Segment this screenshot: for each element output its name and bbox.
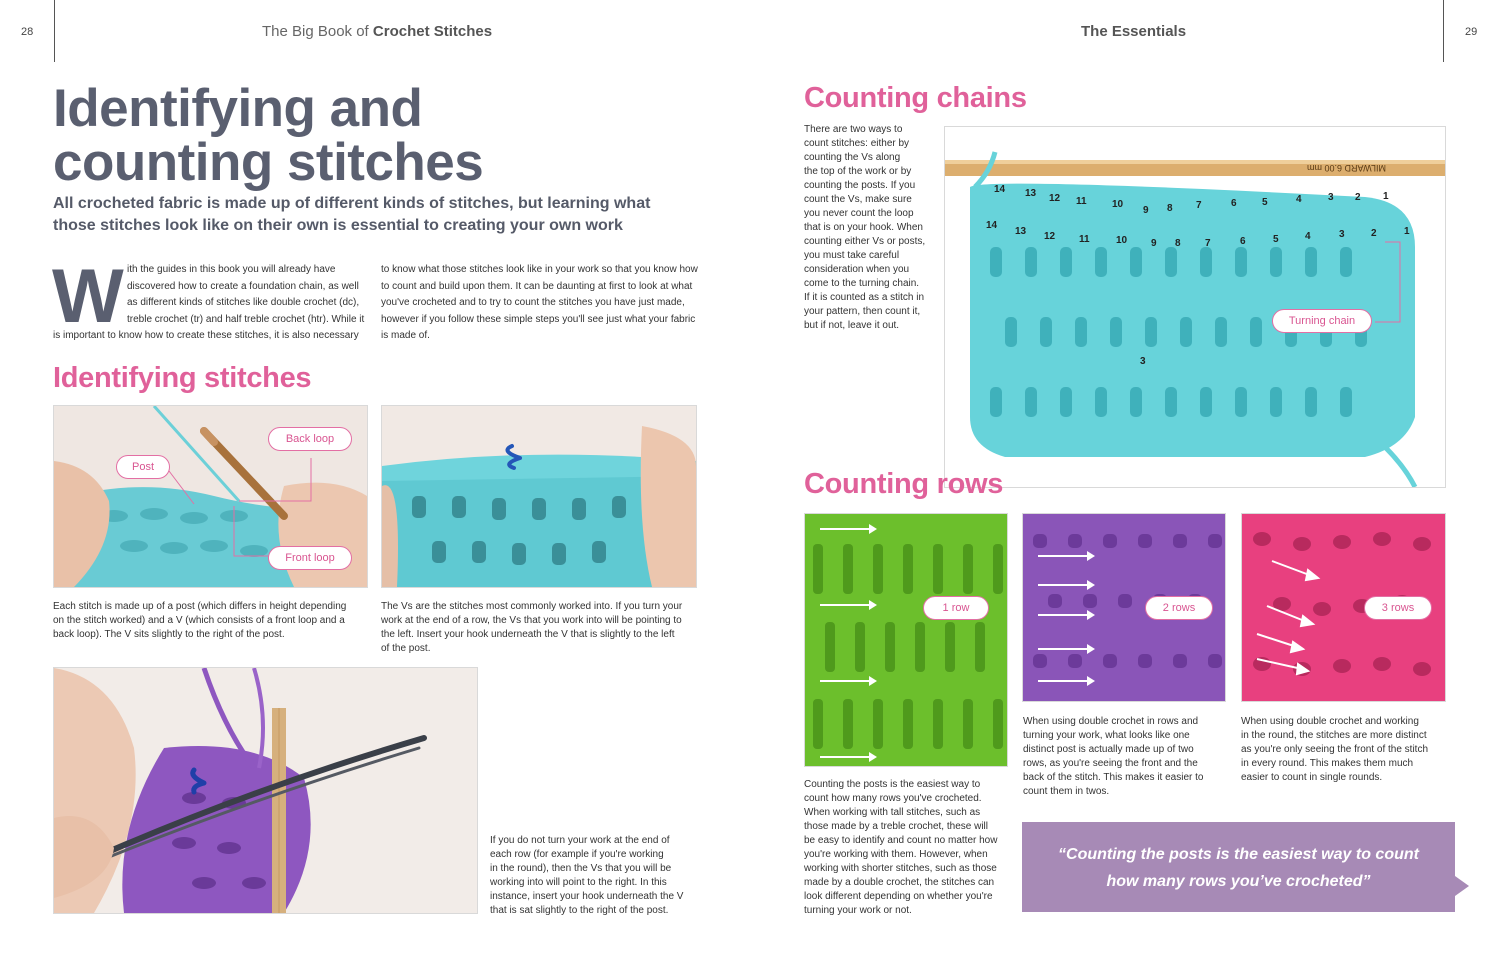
pull-quote-line2: how many rows you’ve crocheted” [1106, 873, 1371, 890]
body-col1-l5: is important to know how to create these stitches, it is also necessary [53, 330, 359, 341]
photo-counting-chains [944, 126, 1446, 488]
rows-caption2-l2: turning your work, what looks like one [1023, 730, 1190, 741]
right-header-rule [1443, 0, 1444, 62]
chain-top-number: 10 [1112, 199, 1124, 210]
rows-caption3-l2: in the round, the stitches are more distinct [1241, 730, 1427, 741]
caption1-l1: Each stitch is made up of a post (which differs in height depending [53, 601, 347, 612]
rows-caption1-l5: be easy to identify and count no matter how [804, 835, 998, 846]
rows-caption3-l1: When using double crochet and working [1241, 716, 1419, 727]
photo-rows-green [804, 513, 1008, 767]
caption2-l2: work at the end of a row, the Vs that you work into will be pointing to [381, 615, 682, 626]
photo-rows-purple [1022, 513, 1226, 702]
chain-top-number: 14 [994, 184, 1006, 195]
body-col2-l3: you've crocheted and to try to count the stitches you have just made, [381, 297, 685, 308]
chain-top-number: 7 [1196, 200, 1202, 211]
pull-quote-tail [1455, 876, 1469, 896]
chain-second-number: 13 [1015, 226, 1027, 237]
rows-caption1-l2: count how many rows you've crocheted. [804, 793, 982, 804]
chains-text-l15: but if not, leave it out. [804, 320, 900, 331]
chain-second-number: 9 [1151, 238, 1157, 249]
label-turning-chain: Turning chain [1272, 309, 1372, 333]
chains-text-l3: counting the Vs along [804, 152, 901, 163]
rows-caption2-l3: distinct post is actually made up of two [1023, 744, 1194, 755]
counting-chains-heading: Counting chains [804, 82, 1027, 114]
row-arrow-icon [820, 528, 870, 530]
chain-top-number: 11 [1076, 196, 1087, 207]
caption3-l6: that is sat slightly to the right of the post. [490, 905, 669, 916]
chain-top-number: 3 [1328, 192, 1334, 203]
chain-second-number: 7 [1205, 238, 1211, 249]
rows-caption3-l4: in every round. This makes them much [1241, 758, 1414, 769]
caption3-l3: in the round), then the Vs that you will be [490, 863, 672, 874]
caption1-l3: back loop). The V sits slightly to the right of the post. [53, 629, 285, 640]
rows-caption1-l3: When working with tall stitches, such as [804, 807, 981, 818]
chain-top-number: 5 [1262, 197, 1268, 208]
pull-quote-line1: “Counting the posts is the easiest way to count [1058, 846, 1419, 863]
left-header-rule [54, 0, 55, 62]
chains-text-l13: If it is counted as a stitch in [804, 292, 925, 303]
chains-text-l14: your pattern, then count it, [804, 306, 921, 317]
chains-text-l2: count stitches: either by [804, 138, 910, 149]
body-col1-l3: as different kinds of stitches like double crochet (dc), [127, 297, 360, 308]
chain-second-number: 2 [1371, 228, 1377, 239]
label-3-rows: 3 rows [1364, 596, 1432, 620]
row-arrow-icon [820, 680, 870, 682]
rows-caption3-l3: as you're only seeing the front of the stitch [1241, 744, 1429, 755]
drop-cap: W [52, 254, 124, 339]
label-front-loop: Front loop [268, 546, 352, 570]
rows-caption1-l7: working with shorter stitches, such as those [804, 863, 997, 874]
chain-top-number: 2 [1355, 192, 1361, 203]
body-col2-l4: however if you follow these simple steps you'll see just what your fabric [381, 314, 696, 325]
row-arrow-icon [1038, 584, 1088, 586]
chains-text-l9: counting either Vs or posts, [804, 236, 926, 247]
caption3-l5: instance, insert your hook underneath the V [490, 891, 684, 902]
body-col1-l1: ith the guides in this book you will already have [127, 264, 336, 275]
photo-rows-green-art [805, 514, 1007, 766]
chain-top-number: 9 [1143, 205, 1149, 216]
caption2-l1: The Vs are the stitches most commonly worked into. If you turn your [381, 601, 683, 612]
chain-top-number: 6 [1231, 198, 1237, 209]
chain-second-number: 10 [1116, 235, 1128, 246]
photo-working-in-round [53, 667, 478, 914]
running-head-right: The Essentials [1081, 23, 1187, 40]
rows-caption2-l6: count them in twos. [1023, 786, 1110, 797]
chain-top-number: 8 [1167, 203, 1173, 214]
page-title-line1: Identifying and [53, 79, 423, 138]
chains-text-l12: come to the turning chain. [804, 278, 920, 289]
photo-stitch-anatomy [53, 405, 368, 588]
photo-v-stitches-art [382, 406, 696, 587]
rows-caption1-l8: made by a double crochet, the stitches can [804, 877, 995, 888]
chain-second-number: 12 [1044, 231, 1056, 242]
chain-top-number: 13 [1025, 188, 1037, 199]
rows-caption2-l5: back of the stitch. This makes it easier to [1023, 772, 1204, 783]
chain-lower-number: 3 [1140, 356, 1146, 367]
label-1-row: 1 row [923, 596, 989, 620]
label-back-loop: Back loop [268, 427, 352, 451]
row-arrow-icon [1038, 555, 1088, 557]
rows-caption1-l9: look different depending on whether you're [804, 891, 993, 902]
chain-second-number: 1 [1404, 226, 1410, 237]
rows-caption1-l4: those made by a treble crochet, these will [804, 821, 988, 832]
row-arrow-icon [820, 756, 870, 758]
caption3-l4: working into will point to the right. In this [490, 877, 667, 888]
chains-text-l7: you never count the loop [804, 208, 914, 219]
chain-second-number: 8 [1175, 238, 1181, 249]
photo-counting-chains-art [945, 127, 1445, 487]
rows-caption1-l10: turning your work or not. [804, 905, 912, 916]
chains-text-l5: counting the posts. If you [804, 180, 916, 191]
chains-text-l10: you must take careful [804, 250, 900, 261]
chain-second-number: 11 [1079, 234, 1090, 245]
row-arrow-icon [1038, 614, 1088, 616]
row-arrow-icon [820, 604, 870, 606]
rows-caption3-l5: easier to count in single rounds. [1241, 772, 1383, 783]
hook-brand-label: MILWARD 6.00 mm [1307, 163, 1387, 173]
counting-rows-heading: Counting rows [804, 468, 1004, 500]
photo-rows-pink [1241, 513, 1446, 702]
caption3-l1: If you do not turn your work at the end of [490, 835, 670, 846]
chain-second-number: 14 [986, 220, 998, 231]
label-2-rows: 2 rows [1145, 596, 1213, 620]
caption1-l2: on the stitch worked) and a V (which consists of a front loop and a [53, 615, 345, 626]
identifying-stitches-heading: Identifying stitches [53, 362, 312, 394]
book-title-prefix: The Big Book of [262, 23, 369, 40]
chain-second-number: 6 [1240, 236, 1246, 247]
rows-caption2-l1: When using double crochet in rows and [1023, 716, 1199, 727]
chains-text-l1: There are two ways to [804, 124, 903, 135]
pull-quote [1022, 822, 1455, 912]
right-page-number: 29 [1465, 26, 1478, 38]
chains-text-l8: that is on your hook. When [804, 222, 923, 233]
caption2-l3: the left. Insert your hook underneath the V that is slightly to the left [381, 629, 675, 640]
photo-working-in-round-art [54, 668, 477, 913]
chain-top-number: 4 [1296, 194, 1302, 205]
chain-top-number: 12 [1049, 193, 1061, 204]
caption3-l2: each row (for example if you're working [490, 849, 664, 860]
caption2-l4: of the post. [381, 643, 431, 654]
chains-text-l6: count the Vs, make sure [804, 194, 912, 205]
rows-caption2-l4: rows, as you're seeing the front and the [1023, 758, 1198, 769]
body-col1-l2: discovered how to create a foundation chain, as well [127, 281, 359, 292]
rows-caption1-l6: you're working with them. However, when [804, 849, 988, 860]
body-col2-l1: to know what those stitches look like in your work so that you know how [381, 264, 698, 275]
body-col2-l5: is made of. [381, 330, 430, 341]
photo-v-stitches [381, 405, 697, 588]
book-title-strong: Crochet Stitches [372, 23, 493, 40]
row-arrow-icon [1038, 680, 1088, 682]
chain-top-number: 1 [1383, 191, 1389, 202]
intro-line2: those stitches look like on their own is essential to creating your own work [53, 217, 623, 234]
page-title-line2: counting stitches [53, 133, 484, 192]
left-page-number: 28 [21, 26, 34, 38]
chain-second-number: 3 [1339, 229, 1345, 240]
chains-text-l11: consideration when you [804, 264, 910, 275]
body-col2-l2: to count and build upon them. It can be daunting at first to look at what [381, 281, 693, 292]
label-post: Post [116, 455, 170, 479]
body-col1-l4: treble crochet (tr) and half treble crochet (htr). While it [127, 314, 365, 325]
chain-second-number: 4 [1305, 231, 1311, 242]
chain-second-number: 5 [1273, 234, 1279, 245]
intro-line1: All crocheted fabric is made up of different kinds of stitches, but learning what [53, 195, 651, 212]
row-arrow-icon [1038, 648, 1088, 650]
chains-text-l4: the top of the work or by [804, 166, 912, 177]
running-head-left [262, 23, 492, 40]
rows-caption1-l1: Counting the posts is the easiest way to [804, 779, 981, 790]
